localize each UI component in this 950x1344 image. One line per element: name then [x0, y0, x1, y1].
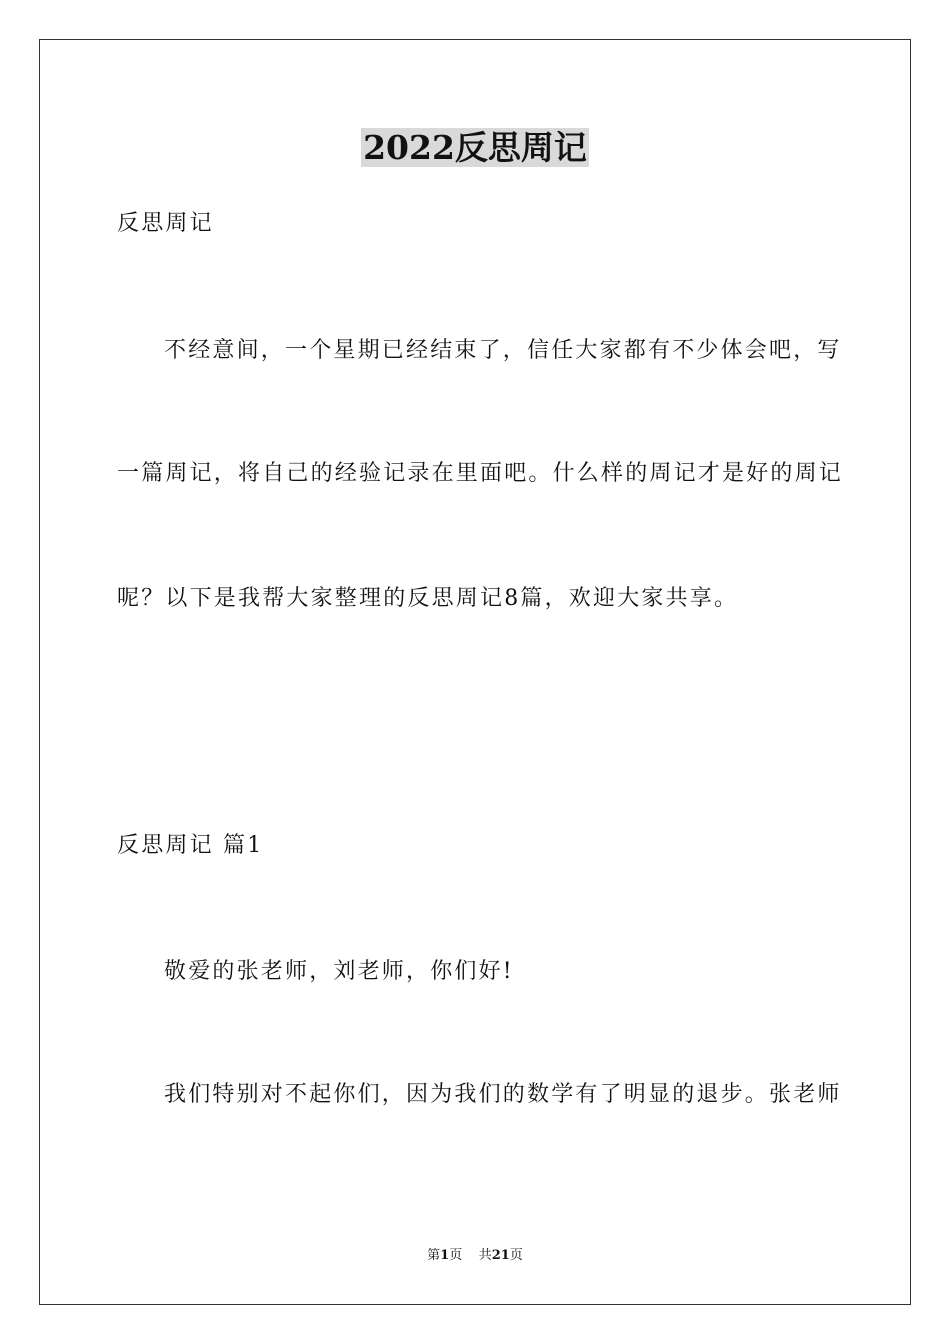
footer-page-suffix: 页	[449, 1248, 463, 1263]
footer-total-pages: 21	[491, 1248, 510, 1263]
intro-line-3: 呢？以下是我帮大家整理的反思周记8篇，欢迎大家共享。	[117, 586, 739, 611]
footer-total-prefix: 共	[478, 1248, 492, 1263]
section-heading: 反思周记 篇1	[117, 833, 264, 858]
body-line: 我们特别对不起你们，因为我们的数学有了明显的退步。张老师	[164, 1082, 842, 1107]
intro-line-2: 一篇周记，将自己的经验记录在里面吧。什么样的周记才是好的周记	[117, 461, 844, 486]
footer-total-suffix: 页	[509, 1248, 523, 1263]
footer-prefix: 第	[427, 1248, 441, 1263]
document-heading: 反思周记	[117, 211, 214, 236]
intro-line-1: 不经意间，一个星期已经结束了，信任大家都有不少体会吧，写	[164, 338, 842, 363]
document-title-text: 2022反思周记	[363, 128, 587, 167]
greeting-line: 敬爱的张老师，刘老师，你们好!	[164, 959, 514, 984]
document-title	[0, 128, 950, 168]
page-footer	[0, 1247, 950, 1265]
footer-page-number: 1	[440, 1248, 450, 1263]
